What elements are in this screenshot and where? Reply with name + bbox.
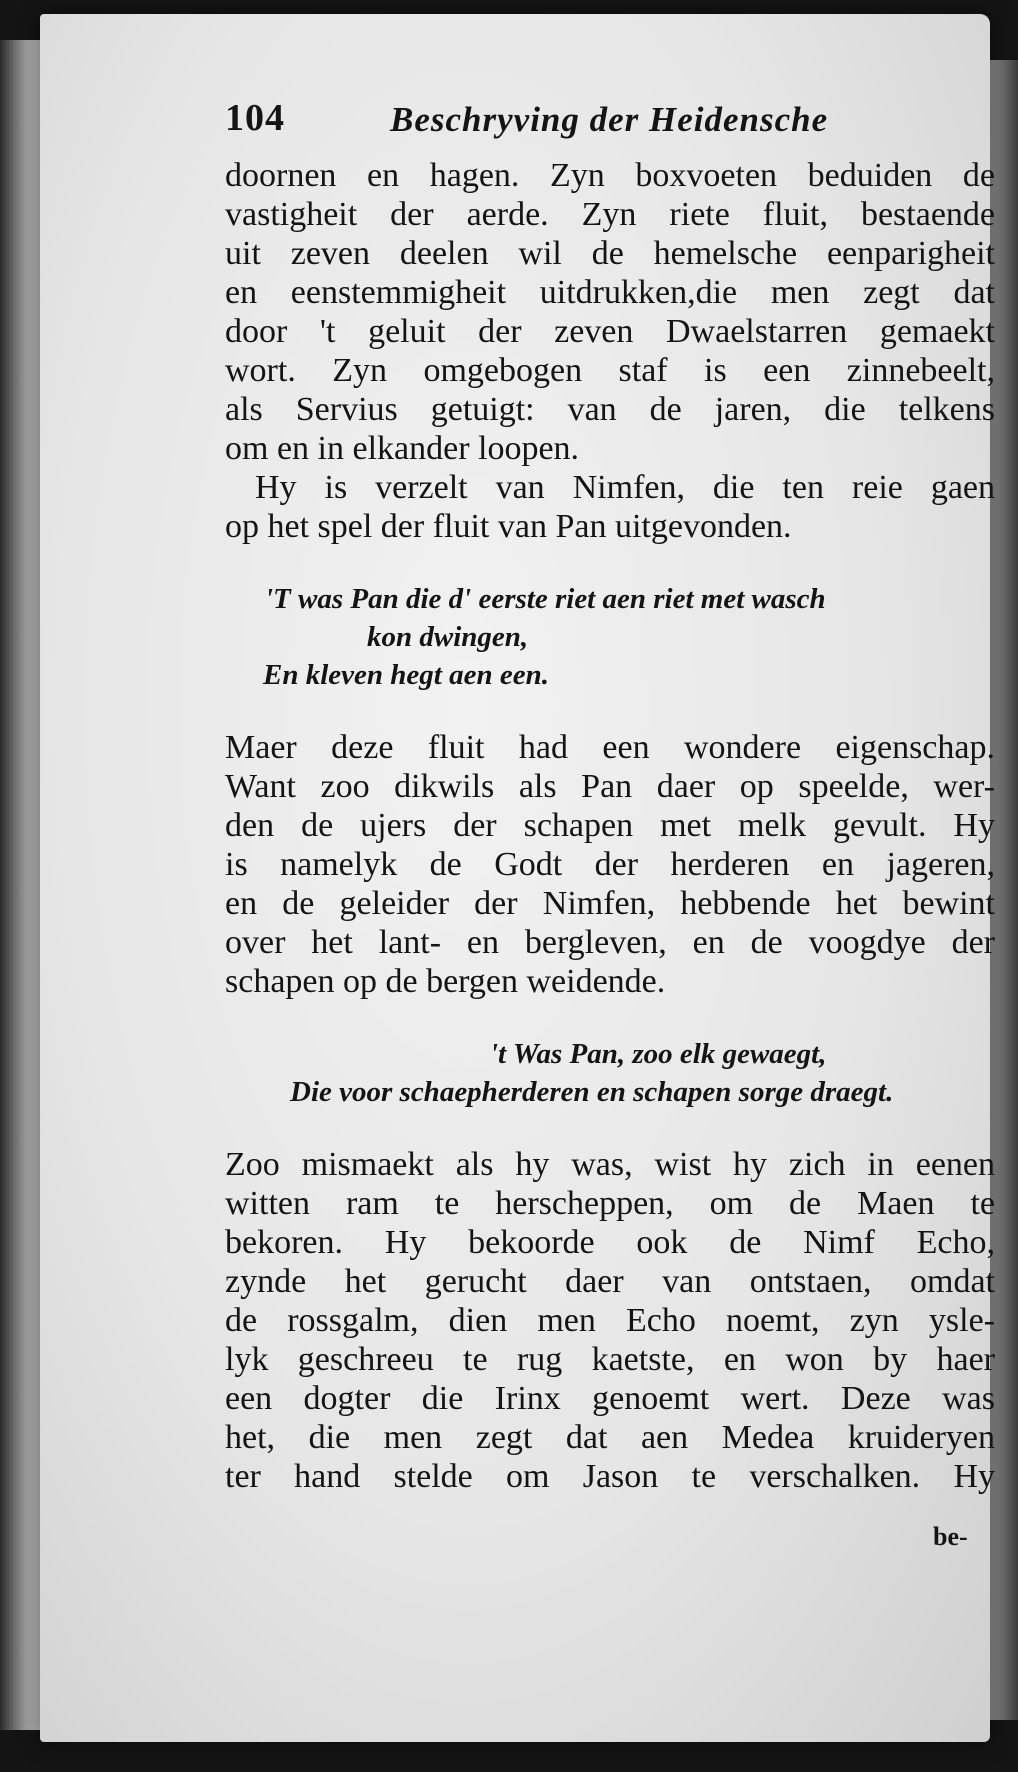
text-line: op het spel der fluit van Pan uitgevonden. <box>225 508 792 545</box>
text-line: om en in elkander loopen. <box>225 430 580 467</box>
text-line: schapen op de bergen weidende. <box>225 963 666 1000</box>
page-body <box>225 156 995 1496</box>
verse-quote-1 <box>225 580 995 694</box>
text-line: door 't geluit der zeven Dwaelstarren gemaekt <box>225 313 995 350</box>
text-line: bekoren. Hy bekoorde ook de Nimf Echo, <box>225 1224 995 1261</box>
text-line: over het lant- en bergleven, en de voogdye der <box>225 924 995 961</box>
text-line: doornen en hagen. Zyn boxvoeten beduiden de <box>225 157 995 194</box>
text-line: het, die men zegt dat aen Medea kruideryen <box>225 1419 995 1456</box>
text-line: en de geleider der Nimfen, hebbende het bewint <box>225 885 995 922</box>
text-line: is namelyk de Godt der herderen en jageren, <box>225 846 995 883</box>
verse-line: 'T was Pan die d' eerste riet aen riet met wasch <box>265 583 826 615</box>
text-line: uit zeven deelen wil de hemelsche eenparigheit <box>225 235 995 272</box>
page-header <box>225 94 925 154</box>
text-line: en eenstemmigheit uitdrukken,die men zegt dat <box>225 274 995 311</box>
paragraph-1 <box>225 156 995 468</box>
book-page <box>40 14 995 1742</box>
text-line: als Servius getuigt: van de jaren, die telkens <box>225 391 995 428</box>
text-line: lyk geschreeu te rug kaetste, en won by haer <box>225 1341 995 1378</box>
verse-line: kon dwingen, <box>367 621 529 653</box>
running-title: Beschryving der Heidensche <box>390 100 829 139</box>
text-line: ter hand stelde om Jason te verschalken. Hy <box>225 1458 995 1495</box>
catchword: be- <box>933 1522 968 1551</box>
text-line: Hy is verzelt van Nimfen, die ten reie gaen <box>255 469 995 506</box>
verse-line: 't Was Pan, zoo elk gewaegt, <box>490 1038 827 1070</box>
text-line: Maer deze fluit had een wondere eigenschap. <box>225 729 995 766</box>
text-line: witten ram te herscheppen, om de Maen te <box>225 1185 995 1222</box>
text-line: wort. Zyn omgebogen staf is een zinnebeelt, <box>225 352 995 389</box>
paragraph-3 <box>225 728 995 1001</box>
text-line: Want zoo dikwils als Pan daer op speelde, wer- <box>225 768 995 805</box>
verse-quote-2 <box>225 1035 995 1111</box>
verse-line: Die voor schaepherderen en schapen sorge draegt. <box>290 1076 894 1108</box>
text-line: den de ujers der schapen met melk gevult. Hy <box>225 807 995 844</box>
text-line: Zoo mismaekt als hy was, wist hy zich in eenen <box>225 1146 995 1183</box>
paragraph-4 <box>225 1145 995 1496</box>
text-line: een dogter die Irinx genoemt wert. Deze was <box>225 1380 995 1417</box>
text-line: vastigheit der aerde. Zyn riete fluit, bestaende <box>225 196 995 233</box>
verse-line: En kleven hegt aen een. <box>263 659 549 691</box>
text-line: zynde het gerucht daer van ontstaen, omdat <box>225 1263 995 1300</box>
text-line: de rossgalm, dien men Echo noemt, zyn ysle- <box>225 1302 995 1339</box>
paragraph-2 <box>225 468 995 546</box>
page-number: 104 <box>225 97 285 139</box>
